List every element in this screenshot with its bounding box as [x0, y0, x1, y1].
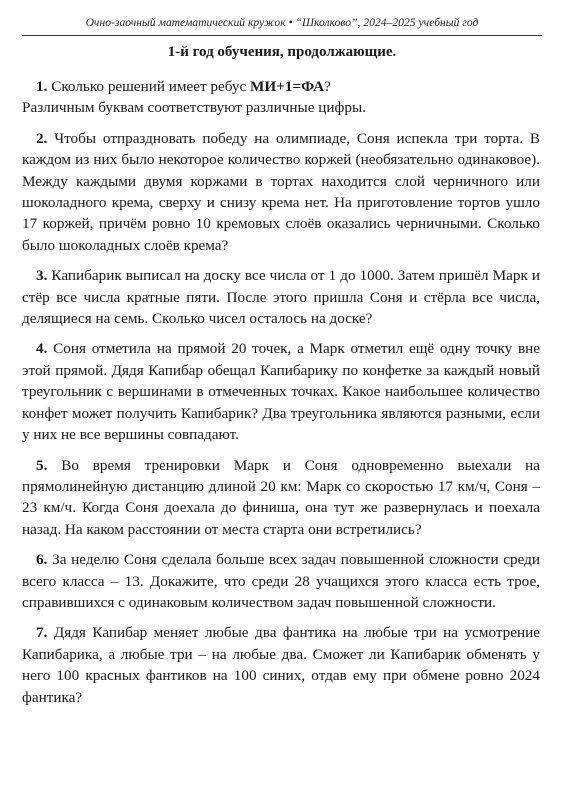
- problem-text: Сколько решений имеет ребус: [51, 78, 247, 95]
- rebus-formula: МИ+1=ФА: [250, 78, 325, 95]
- problem-condition: Различным буквам соответствуют различные цифры.: [22, 99, 366, 117]
- problem-1: [22, 76, 540, 119]
- problem-list: [22, 76, 540, 717]
- problem-number: 5.: [36, 456, 48, 474]
- problem-number: 6.: [36, 551, 48, 569]
- problem-text: За неделю Соня сделала больше всех задач повышенной сложности среди всего класса – 13. Докажите, что среди 28 учащихся этого класса есть трое, справившихся с одинаковым количеством задач повышенной сложности.: [22, 551, 541, 611]
- problem-text: Соня отметила на прямой 20 точек, а Марк отметил ещё одну точку вне этой прямой. Дядя Капибар обещал Капибарику по конфетке за каждый новый треугольник с вершинами в отмеченных точках. Какое наибольшее количество конфет может получить Капибарик? Два треугольника являются разными, если у них не все вершины совпадают.: [22, 340, 540, 444]
- page-title: 1-й год обучения, продолжающие.: [167, 44, 397, 60]
- problem-2: [22, 128, 540, 256]
- problem-number: 3.: [36, 267, 48, 285]
- problem-3: [22, 265, 540, 329]
- problem-6: [22, 549, 540, 613]
- problem-number: 2.: [36, 129, 48, 147]
- problem-text: Капибарик выписал на доску все числа от 1 до 1000. Затем пришёл Марк и стёр все числа кратные пяти. После этого пришла Соня и стёрла все числа, делящиеся на семь. Сколько чисел осталось на доске?: [22, 267, 541, 328]
- problem-number: 4.: [36, 340, 48, 358]
- page-header: Очно-заочный математический кружок • “Школково”, 2024–2025 учебный год: [85, 17, 479, 29]
- problem-5: [22, 455, 540, 541]
- problem-number: 1.: [36, 78, 48, 95]
- problem-7: [22, 622, 540, 708]
- problem-4: [22, 338, 540, 445]
- problem-text: Во время тренировки Марк и Соня одновременно выехали на прямолинейную дистанцию длиной 20 км: Марк со скоростью 17 км/ч, Соня – 23 км/ч. Когда Соня доехала до финиша, она тут же развернулась и поехала назад. На каком расстоянии от места старта они встретились?: [22, 456, 541, 538]
- problem-text: Чтобы отпраздновать победу на олимпиаде, Соня испекла три торта. В каждом из них было некоторое количество коржей (необязательно одинаковое). Между каждыми двумя коржами в тортах находится слой черничного или шоколадного крема, сверху и снизу крема нет. На приготовление тортов ушло 17 коржей, причём ровно 10 кремовых слоёв оказались черничными. Сколько было шоколадных слоёв крема?: [22, 129, 541, 254]
- problem-text: Дядя Капибар меняет любые два фантика на любые три на усмотрение Капибарика, а любые три – на любые два. Сможет ли Капибарик обменять у него 100 красных фантиков на 100 синих, отдав ему при обмене ровно 2024 фантика?: [22, 624, 540, 706]
- problem-number: 7.: [36, 624, 48, 642]
- problem-text-end: ?: [324, 78, 331, 95]
- header-rule: [22, 35, 542, 36]
